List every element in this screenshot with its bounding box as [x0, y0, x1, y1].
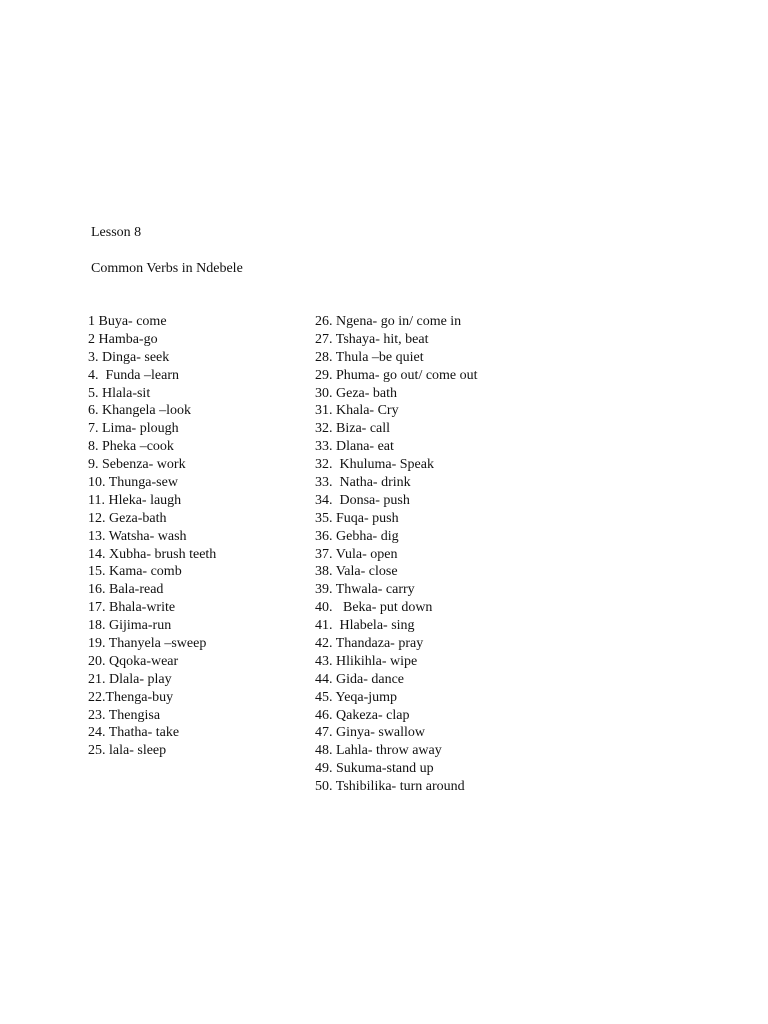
list-item: 45. Yeqa-jump — [315, 689, 398, 705]
list-item: 23. Thengisa — [88, 707, 161, 723]
list-item: 30. Geza- bath — [315, 385, 398, 401]
list-item: 1 Buya- come — [88, 314, 167, 329]
lesson-heading: Lesson 8 — [91, 225, 142, 240]
list-item: 27. Tshaya- hit, beat — [315, 331, 429, 347]
page-title: Common Verbs in Ndebele — [91, 261, 243, 276]
list-item: 21. Dlala- play — [88, 671, 172, 687]
verb-list-left — [88, 313, 216, 760]
list-item: 47. Ginya- swallow — [315, 725, 426, 741]
list-item: 6. Khangela –look — [88, 403, 192, 419]
list-item: 5. Hlala-sit — [88, 385, 151, 401]
list-item: 48. Lahla- throw away — [315, 743, 442, 759]
list-item: 32. Biza- call — [315, 421, 391, 437]
list-item: 4. Funda –learn — [88, 367, 179, 383]
list-item: 11. Hleka- laugh — [88, 492, 182, 508]
list-item: 20. Qqoka-wear — [88, 653, 179, 669]
list-item: 17. Bhala-write — [88, 600, 176, 616]
list-item: 44. Gida- dance — [315, 671, 405, 687]
list-item: 7. Lima- plough — [88, 421, 179, 437]
list-item: 50. Tshibilika- turn around — [315, 779, 465, 795]
list-item: 46. Qakeza- clap — [315, 707, 410, 723]
list-item: 38. Vala- close — [315, 564, 398, 580]
list-item: 8. Pheka –cook — [88, 439, 174, 455]
list-item: 29. Phuma- go out/ come out — [315, 367, 478, 383]
verb-list-right — [315, 313, 478, 796]
list-item: 49. Sukuma-stand up — [315, 761, 434, 777]
list-item: 35. Fuqa- push — [315, 510, 399, 526]
list-item: 14. Xubha- brush teeth — [88, 546, 217, 562]
list-item: 9. Sebenza- work — [88, 457, 186, 473]
list-item: 26. Ngena- go in/ come in — [315, 314, 462, 329]
list-item: 19. Thanyela –sweep — [88, 636, 207, 652]
list-item: 37. Vula- open — [315, 546, 398, 562]
list-item: 31. Khala- Cry — [315, 403, 399, 419]
list-item: 3. Dinga- seek — [88, 349, 170, 365]
list-item: 41. Hlabela- sing — [315, 618, 415, 634]
list-item: 18. Gijima-run — [88, 618, 172, 634]
list-item: 40. Beka- put down — [315, 600, 433, 616]
list-item: 33. Natha- drink — [315, 475, 411, 491]
list-item: 2 Hamba-go — [88, 331, 158, 347]
list-item: 24. Thatha- take — [88, 725, 180, 741]
list-item: 32. Khuluma- Speak — [315, 457, 434, 473]
list-item: 13. Watsha- wash — [88, 528, 187, 544]
list-item: 28. Thula –be quiet — [315, 349, 424, 365]
list-item: 34. Donsa- push — [315, 492, 410, 508]
list-item: 33. Dlana- eat — [315, 439, 394, 455]
list-item: 12. Geza-bath — [88, 510, 167, 526]
list-item: 16. Bala-read — [88, 582, 164, 598]
list-item: 10. Thunga-sew — [88, 475, 178, 491]
list-item: 15. Kama- comb — [88, 564, 182, 580]
list-item: 25. lala- sleep — [88, 743, 167, 759]
list-item: 42. Thandaza- pray — [315, 636, 424, 652]
list-item: 36. Gebha- dig — [315, 528, 399, 544]
list-item: 22.Thenga-buy — [88, 689, 174, 705]
list-item: 43. Hlikihla- wipe — [315, 653, 418, 669]
list-item: 39. Thwala- carry — [315, 582, 415, 598]
